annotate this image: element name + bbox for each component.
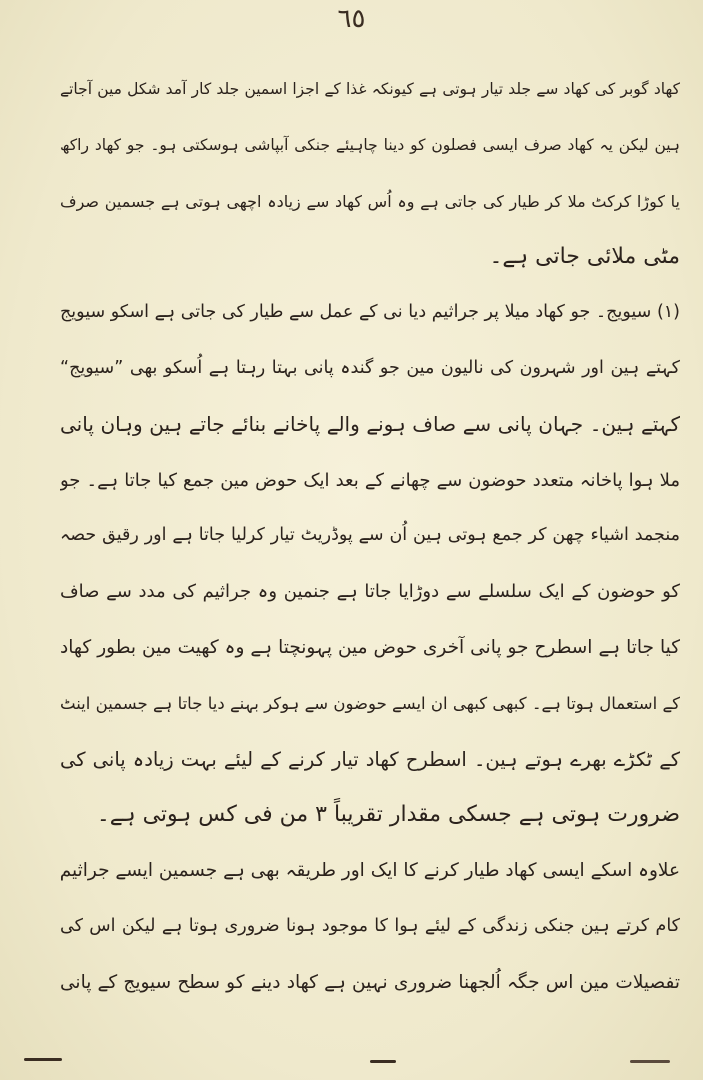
text-line: کے ٹکڑے بھرے ہوتے ہین۔ اسطرح کھاد تیار کرنے کے لیئے بہت زیادہ پانی کی xyxy=(60,747,680,771)
footer-rule-right xyxy=(630,1060,670,1063)
text-line: تفصیلات مین اس جگہ اُلجھنا ضروری نہین ہے کھاد دینے کو سطح سیویج کے پانی xyxy=(60,971,680,993)
text-line: علاوہ اسکے ایسی کھاد طیار کرنے کا ایک اور طریقہ بھی ہے جسمین ایسے جراثیم xyxy=(60,860,680,882)
text-line: ہین لیکن یہ کھاد صرف ایسی فصلون کو دینا چاہیئے جنکی آبپاشی ہوسکتی ہو۔ جو کھاد راکھ xyxy=(60,135,680,154)
text-line: منجمد اشیاء چھن کر جمع ہوتی ہین اُن سے پوڈریٹ تیار کرلیا جاتا ہے اور رقیق حصہ xyxy=(60,525,680,546)
page-number: ٦٥ xyxy=(337,4,366,34)
text-line: کام کرتے ہین جنکی زندگی کے لیئے ہوا کا موجود ہونا ضروری ہوتا ہے لیکن اس کی xyxy=(60,915,680,936)
text-line: یا کوڑا کرکٹ ملا کر طیار کی جاتی ہے وہ اُس کھاد سے زیادہ اچھی ہوتی ہے جسمین صرف xyxy=(60,191,680,211)
text-line: کو حوضون کے ایک سلسلے سے دوڑایا جاتا ہے جنمین وہ جراثیم کی مدد سے صاف xyxy=(60,581,680,603)
text-line: ضرورت ہوتی ہے جسکی مقدار تقریباً ۳ من فی کس ہوتی ہے۔ xyxy=(96,802,680,828)
body-text xyxy=(60,62,680,1011)
text-line: (۱) سیویج۔ جو کھاد میلا پر جراثیم دیا نی کے عمل سے طیار کی جاتی ہے اسکو سیویج xyxy=(60,302,680,323)
footer-rule-left xyxy=(24,1058,62,1061)
text-line: کہتے ہین۔ جہان پانی سے صاف ہونے والے پاخانے بنائے جاتے ہین وہان پانی xyxy=(60,411,680,436)
footer-rule-center xyxy=(370,1060,396,1063)
text-line: مٹی ملائی جاتی ہے۔ xyxy=(489,244,680,270)
text-line: کے استعمال ہوتا ہے۔ کبھی کبھی ان ایسے حوضون سے ہوکر بہنے دیا جاتا ہے جسمین اینٹ xyxy=(60,693,680,713)
text-line: کیا جاتا ہے اسطرح جو پانی آخری حوض مین پہونچتا ہے وہ کھیت مین بطور کھاد xyxy=(60,636,680,658)
text-line: کہتے ہین اور شہرون کی نالیون مین جو گندہ پانی بہتا رہتا ہے اُسکو بھی ”سیویج“ xyxy=(60,357,680,378)
text-line: کھاد گوبر کی کھاد سے جلد تیار ہوتی ہے کیونکہ غذا کے اجزا اسمین جلد کار آمد شکل مین آجاتے xyxy=(60,80,680,98)
text-line: ملا ہوا پاخانہ متعدد حوضون سے چھانے کے بعد ایک حوض مین جمع کیا جاتا ہے۔ جو xyxy=(60,469,680,491)
